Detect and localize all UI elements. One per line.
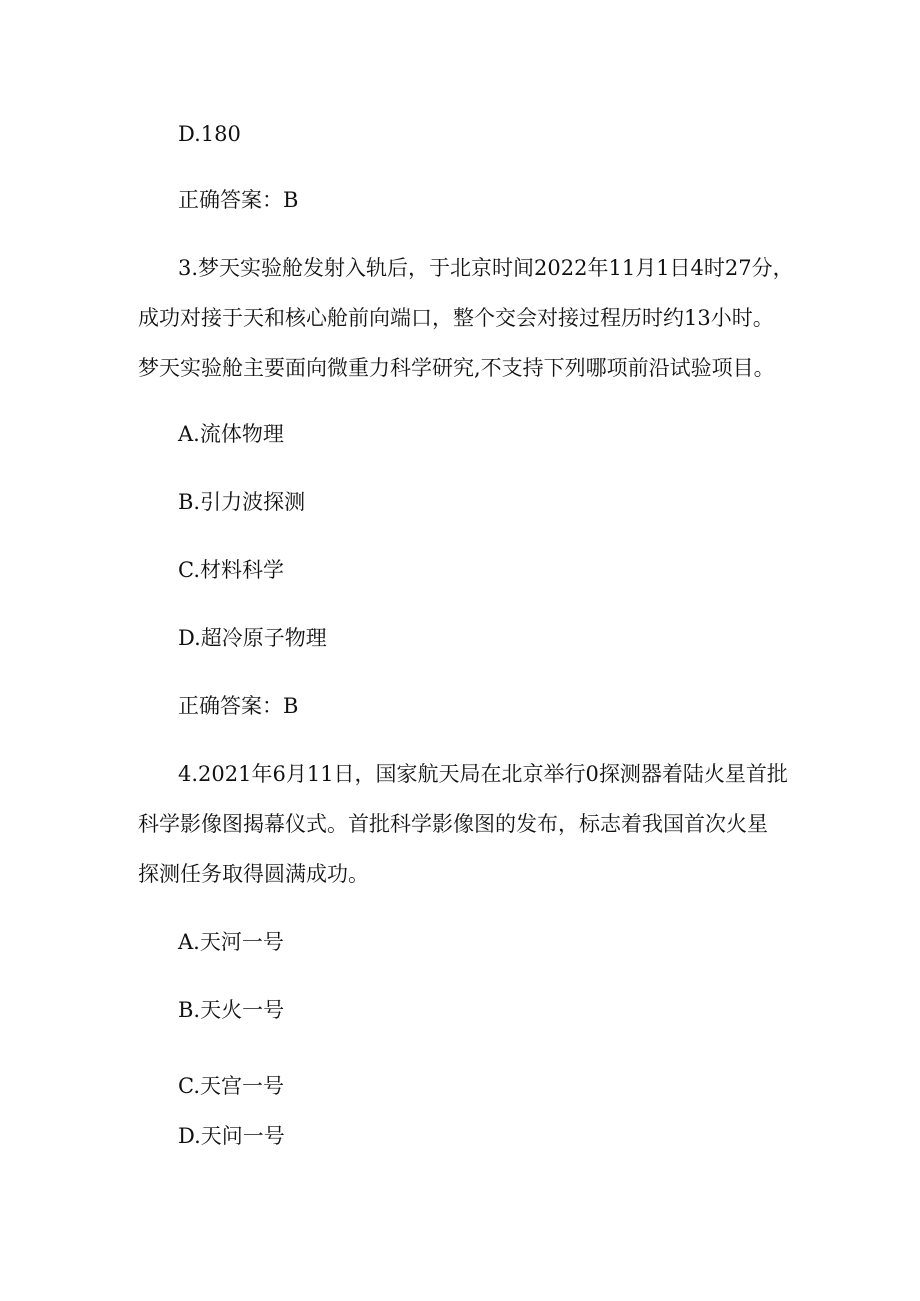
q4-option-b: B.天火一号 — [178, 998, 285, 1022]
q4-option-c: C.天宫一号 — [178, 1074, 284, 1098]
q2-correct-answer: 正确答案：B — [178, 188, 299, 212]
q4-stem-line-2: 科学影像图揭幕仪式。首批科学影像图的发布，标志着我国首次火星 — [138, 812, 768, 836]
q3-option-c: C.材料科学 — [178, 558, 284, 582]
q3-option-d: D.超冷原子物理 — [178, 626, 327, 650]
q2-option-d: D.180 — [178, 122, 241, 146]
q3-option-a: A.流体物理 — [178, 422, 284, 446]
q4-stem-line-3: 探测任务取得圆满成功。 — [138, 862, 369, 886]
q4-stem-line-1: 4.2021年6月11日，国家航天局在北京举行0探测器着陆火星首批 — [178, 762, 788, 786]
q4-option-d: D.天问一号 — [178, 1124, 285, 1148]
q3-correct-answer: 正确答案：B — [178, 694, 299, 718]
q3-option-b: B.引力波探测 — [178, 490, 306, 514]
q3-stem-line-3: 梦天实验舱主要面向微重力科学研究,不支持下列哪项前沿试验项目。 — [138, 356, 775, 380]
q3-stem-line-1: 3.梦天实验舱发射入轨后，于北京时间2022年11月1日4时27分， — [178, 256, 794, 280]
q4-option-a: A.天河一号 — [178, 930, 284, 954]
q3-stem-line-2: 成功对接于天和核心舱前向端口，整个交会对接过程历时约13小时。 — [138, 306, 774, 330]
